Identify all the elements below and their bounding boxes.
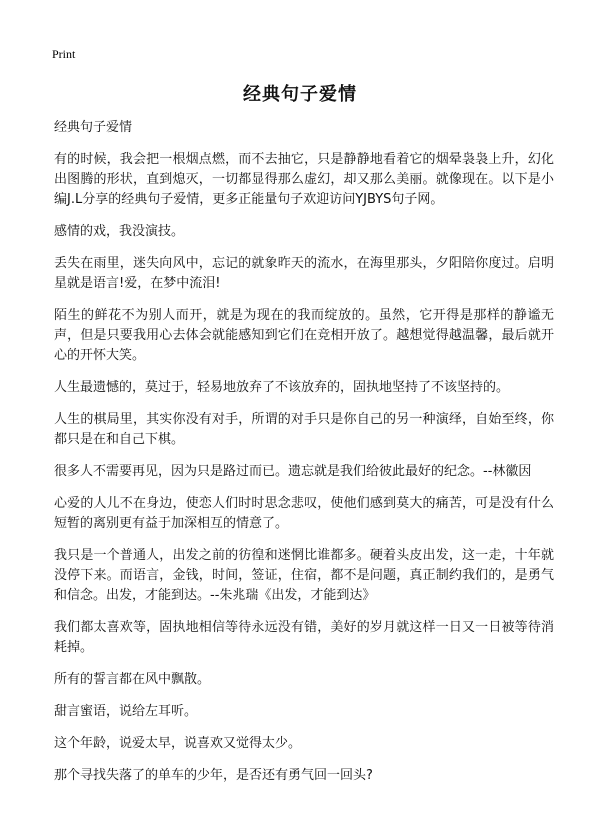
paragraph: 丢失在雨里，迷失向风中，忘记的就象昨天的流水，在海里那头，夕阳陪你度过。启明星就是语言!爱，在梦中流泪!: [54, 256, 554, 291]
paragraph: 所有的誓言都在风中飘散。: [54, 672, 211, 687]
paragraph: 有的时候，我会把一根烟点燃，而不去抽它，只是静静地看着它的烟晕袅袅上升，幻化出图腾的形状，直到熄灭，一切都显得那么虚幻，却又那么美丽。就像现在。以下是小编J.L分享的经典句子爱情，更多正能量句子欢迎访问YJBYS句子网。: [54, 152, 554, 207]
page-title: 经典句子爱情: [243, 84, 357, 105]
paragraph: 那个寻找失落了的单车的少年，是否还有勇气回一回头?: [54, 768, 373, 783]
article-body: [54, 118, 554, 798]
paragraph: 陌生的鲜花不为别人而开，就是为现在的我而绽放的。虽然，它开得是那样的静谧无声，但是只要我用心去体会就能感知到它们在竞相开放了。越想觉得越温馨，最后就开心的开怀大笑。: [54, 308, 554, 363]
paragraph: 这个年龄，说爱太早，说喜欢又觉得太少。: [54, 736, 302, 751]
paragraph: 我们都太喜欢等，固执地相信等待永远没有错，美好的岁月就这样一日又一日被等待消耗掉。: [54, 620, 554, 655]
paragraph: 很多人不需要再见，因为只是路过而已。遗忘就是我们给彼此最好的纪念。--林徽因: [54, 464, 532, 479]
article-subtitle: 经典句子爱情: [54, 120, 133, 135]
paragraph: 我只是一个普通人，出发之前的彷徨和迷惘比谁都多。硬着头皮出发，这一走，十年就没停下来。而语言，金钱，时间，签证，住宿，都不是问题，真正制约我们的，是勇气和信念。出发，才能到达。--朱兆瑞《出发，才能到达》: [54, 548, 554, 603]
paragraph: 甜言蜜语，说给左耳听。: [54, 704, 198, 719]
paragraph: 人生的棋局里，其实你没有对手，所谓的对手只是你自己的另一种演绎，自始至终，你都只是在和自己下棋。: [54, 412, 554, 447]
print-link[interactable]: Print: [52, 47, 76, 61]
paragraph: 心爱的人儿不在身边，使恋人们时时思念悲叹，使他们感到莫大的痛苦，可是没有什么短暂的离别更有益于加深相互的情意了。: [54, 496, 554, 531]
paragraph: 感情的戏，我没演技。: [54, 224, 185, 239]
paragraph: 人生最遗憾的，莫过于，轻易地放弃了不该放弃的，固执地坚持了不该坚持的。: [54, 380, 510, 395]
